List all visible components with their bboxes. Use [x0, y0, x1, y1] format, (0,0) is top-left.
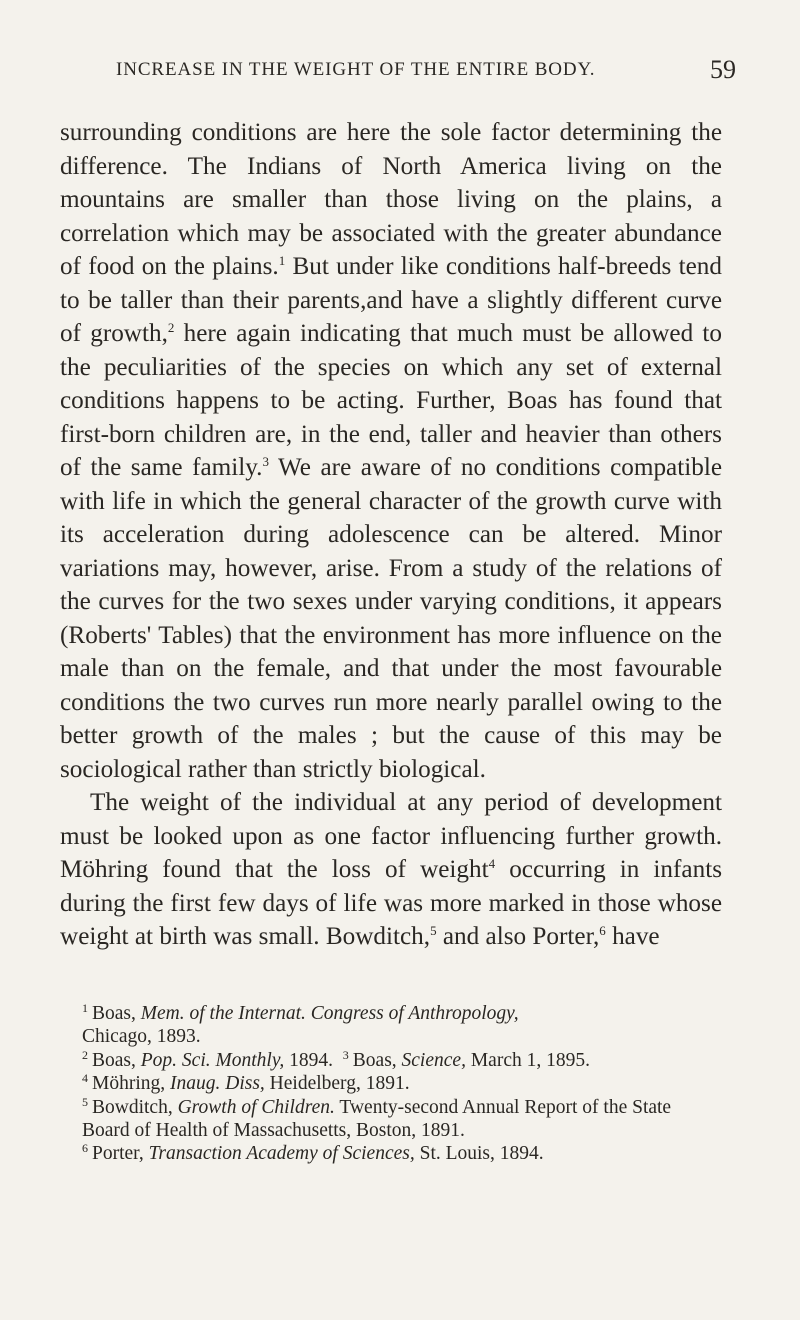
footnote-author: Boas,: [352, 1049, 397, 1071]
footnote-title: Mem. of the Internat. Congress of Anthropology,: [140, 1003, 519, 1024]
footnote-rest: St. Louis, 1894.: [419, 1143, 544, 1165]
footnote-rest: Heidelberg, 1891.: [269, 1073, 410, 1095]
body-text: [60, 116, 722, 954]
footnote-4: [60, 1072, 722, 1095]
footnote-ref: 5: [430, 923, 437, 938]
page-number: 59: [710, 55, 736, 84]
footnote-title: Transaction Academy of Sciences,: [148, 1143, 415, 1165]
footnote-title: Inaug. Diss,: [170, 1073, 265, 1095]
page-header: [60, 55, 736, 91]
footnote-title: Science,: [401, 1049, 466, 1071]
footnote-author: Möhring,: [92, 1073, 166, 1095]
footnotes: [60, 1002, 722, 1166]
footnote-ref: 1: [278, 253, 286, 268]
footnote-rest: Twenty-second Annual Report of the State Board of Health of Massachusetts, Boston, 1891.: [82, 1096, 672, 1142]
text-run: The weight of the individual at any period of development must be looked upon as one factor influencing further growth. Möhring found that the loss of weight: [60, 789, 722, 883]
footnote-rest: March 1, 1895.: [470, 1049, 590, 1071]
footnote-mark: 2: [82, 1047, 88, 1062]
footnote-author: Bowditch,: [92, 1096, 173, 1118]
text-run: occurring in infants during the first few days of life was more marked in those whose weight at birth was small. Bowditch,: [60, 856, 722, 950]
footnote-5: [60, 1096, 722, 1143]
text-run: here again indicating that much must be allowed to the peculiarities of the species on which any set of external conditions happens to be acting. Further, Boas has found that first-born children are, in the end, taller and heavier than others of the same family.: [60, 320, 723, 481]
text-run: surrounding conditions are here the sole factor determining the difference. The Indians of North America living on the mountains are smaller than those living on the plains, a correlation which may be associated with the greater abundance of food on the plains.: [60, 119, 722, 280]
text-run: have: [605, 923, 660, 950]
paragraph-1: [60, 116, 722, 786]
footnote-mark: 5: [82, 1094, 88, 1109]
text-run: But under like conditions half-breeds tend to be taller than their parents,and have a slightly different curve of growth,: [60, 253, 722, 347]
text-run: We are aware of no conditions compatible with life in which the general character of the growth curve with its acceleration during adolescence can be altered. Minor variations may, however, arise. From a study of the relations of the curves for the two sexes under varying conditions, it appears (Roberts' Tables) that the environment has more influence on the male than on the female, and that under the most favourable conditions the two curves run more nearly parallel owing to the better growth of the males ; but the cause of this may be sociological rather than strictly biological.: [60, 454, 722, 783]
footnote-title: Growth of Children.: [177, 1096, 335, 1118]
footnote-mark: 6: [82, 1141, 88, 1156]
footnote-ref: 3: [262, 454, 269, 469]
footnote-ref: 4: [488, 856, 496, 871]
footnote-6: [60, 1142, 722, 1165]
text-run: and also Porter,: [436, 923, 600, 950]
footnote-ref: 2: [167, 320, 175, 335]
footnote-author: Porter,: [92, 1143, 144, 1165]
footnote-rest: 1894.: [289, 1049, 334, 1071]
paragraph-2: [60, 786, 722, 954]
footnote-mark: 1: [82, 1001, 88, 1015]
footnote-mark: 3: [342, 1047, 349, 1062]
footnote-2-3: [60, 1049, 722, 1072]
footnote-title: Pop. Sci. Monthly,: [140, 1049, 285, 1071]
footnote-rest: Chicago, 1893.: [82, 1026, 201, 1048]
footnote-ref: 6: [599, 923, 606, 938]
footnote-mark: 4: [82, 1071, 88, 1086]
footnote-1: [60, 1002, 722, 1049]
footnote-author: Boas,: [92, 1049, 136, 1071]
footnote-author: Boas,: [92, 1003, 136, 1024]
running-head: INCREASE IN THE WEIGHT OF THE ENTIRE BODY.: [116, 59, 596, 80]
